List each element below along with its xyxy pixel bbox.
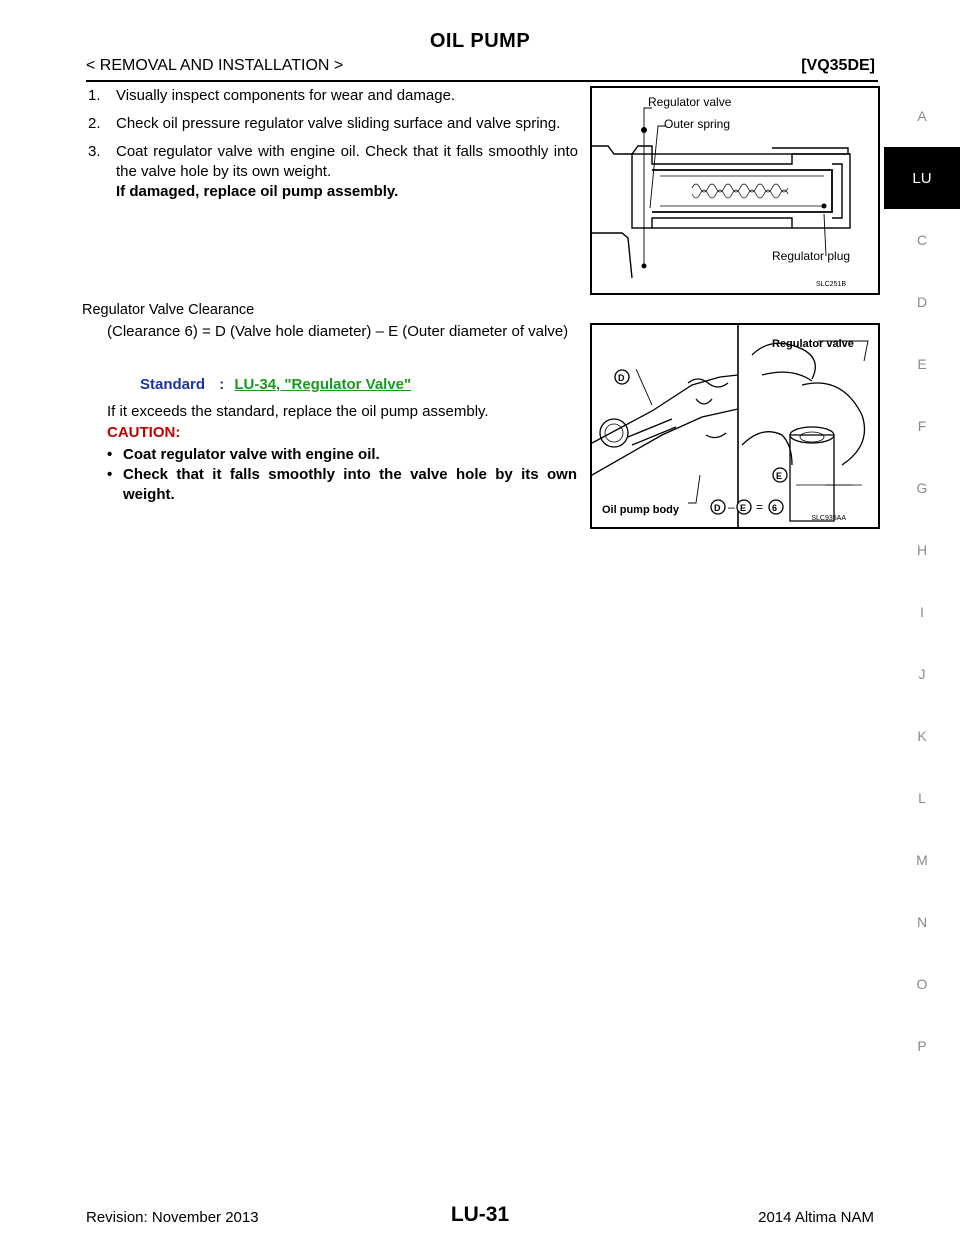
section-header: < REMOVAL AND INSTALLATION >	[86, 57, 344, 74]
section-tab-g[interactable]: G	[916, 480, 928, 496]
section-index-tabs	[884, 85, 960, 1077]
standard-separator: :	[219, 376, 225, 393]
standard-spec	[140, 376, 411, 393]
formula-e: E	[740, 503, 747, 513]
revision-date: Revision: November 2013	[86, 1209, 259, 1226]
caution-label: CAUTION:	[107, 424, 181, 441]
caution-text: Coat regulator valve with engine oil.	[123, 446, 380, 463]
caution-item	[107, 465, 577, 505]
standard-label: Standard	[140, 376, 206, 393]
section-tab-k[interactable]: K	[917, 728, 927, 744]
regulator-valve-diagram	[592, 88, 878, 293]
section-tab-lu[interactable]: LU	[884, 147, 960, 209]
caution-text: Check that it falls smoothly into the valve hole by its own weight.	[123, 466, 577, 503]
caution-item	[107, 445, 577, 465]
section-tab-a[interactable]: A	[917, 108, 927, 124]
step-text: Check oil pressure regulator valve sliding surface and valve spring.	[116, 115, 561, 132]
figure-code: SLC935AA	[811, 515, 846, 522]
header-rule	[86, 80, 878, 82]
section-title: Regulator Valve Clearance	[82, 302, 255, 318]
clearance-measurement-diagram	[592, 325, 878, 527]
section-tab-c[interactable]: C	[916, 232, 928, 248]
page-number: LU-31	[450, 1203, 510, 1226]
engine-model: [VQ35DE]	[801, 57, 875, 74]
formula-six: 6	[772, 503, 778, 513]
section-tab-m[interactable]: M	[916, 852, 928, 868]
label-outer-spring: Outer spring	[664, 117, 731, 131]
section-tab-h[interactable]: H	[916, 542, 928, 558]
step-item	[86, 86, 578, 106]
marker-e: E	[776, 471, 783, 481]
section-tab-f[interactable]: F	[917, 418, 927, 434]
bullet-icon: •	[107, 466, 113, 483]
regulator-valve-figure	[590, 86, 880, 295]
section-tab-l[interactable]: L	[918, 790, 926, 806]
step-item	[86, 142, 578, 202]
section-tab-e[interactable]: E	[917, 356, 927, 372]
clearance-measurement-figure	[590, 323, 880, 529]
section-tab-o[interactable]: O	[916, 976, 928, 992]
step-item	[86, 114, 578, 134]
label-regulator-plug: Regulator plug	[772, 249, 851, 263]
exceed-instruction: If it exceeds the standard, replace the oil pump assembly.	[107, 403, 489, 420]
page-title: OIL PUMP	[429, 30, 531, 52]
label-regulator-valve: Regulator valve	[648, 95, 732, 109]
step-number: 1.	[88, 87, 101, 104]
section-tab-n[interactable]: N	[916, 914, 928, 930]
section-tab-p[interactable]: P	[917, 1038, 927, 1054]
section-tab-i[interactable]: I	[920, 604, 924, 620]
step-number: 2.	[88, 115, 101, 132]
marker-d: D	[618, 373, 625, 383]
label-regulator-valve: Regulator valve	[772, 338, 854, 350]
clearance-formula: (Clearance 6) = D (Valve hole diameter) – E (Outer diameter of valve)	[107, 323, 569, 340]
step-text: Coat regulator valve with engine oil. Check that it falls smoothly into the valve hole by its own weight.	[116, 143, 578, 180]
formula-equals: =	[756, 500, 764, 514]
bullet-icon: •	[107, 446, 113, 463]
step-warning: If damaged, replace oil pump assembly.	[116, 183, 399, 200]
inspection-steps	[86, 86, 578, 210]
section-tab-j[interactable]: J	[918, 666, 926, 682]
caution-list	[107, 445, 577, 505]
label-oil-pump-body: Oil pump body	[602, 504, 679, 516]
formula-minus: –	[728, 500, 735, 514]
standard-reference-link[interactable]: LU-34, "Regulator Valve"	[234, 376, 412, 393]
figure-code: SLC251B	[816, 281, 846, 288]
section-tab-d[interactable]: D	[916, 294, 928, 310]
vehicle-model: 2014 Altima NAM	[758, 1209, 874, 1226]
step-number: 3.	[88, 143, 101, 160]
step-text: Visually inspect components for wear and damage.	[116, 87, 456, 104]
formula-d: D	[714, 503, 721, 513]
